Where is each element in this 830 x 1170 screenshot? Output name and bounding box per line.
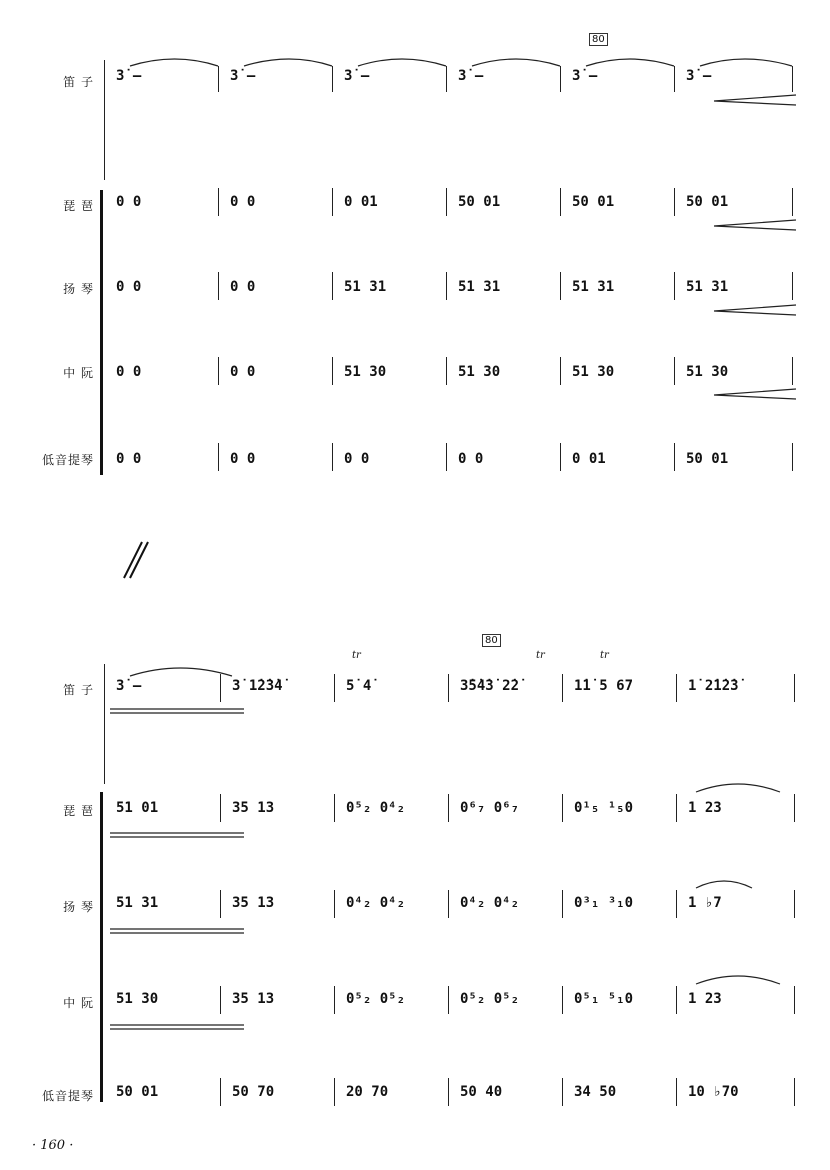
barline [792, 272, 793, 300]
measure: 50 70 [232, 1084, 275, 1100]
tie-icon [696, 976, 780, 984]
instrument-label: 琵 琶 [63, 804, 94, 818]
measure: 0 0 [116, 194, 142, 210]
barline [332, 188, 333, 216]
ensemble-bracket [100, 190, 103, 475]
barline [332, 357, 333, 385]
measure: 51 30 [572, 364, 615, 380]
barline [332, 443, 333, 471]
measure: 0¹₅ ¹₅0 [574, 800, 634, 816]
crescendo-icon [714, 305, 796, 315]
barline [676, 890, 677, 918]
measure: 0 0 [230, 194, 256, 210]
instrument-label: 中 阮 [63, 366, 94, 380]
tie-icon [696, 881, 752, 888]
measure: 0 0 [230, 364, 256, 380]
measure: 0⁵₂ 0⁵₂ [460, 991, 520, 1007]
measure: 35 13 [232, 991, 275, 1007]
measure: 10 ♭70 [688, 1084, 739, 1100]
barline [794, 890, 795, 918]
barline [676, 1078, 677, 1106]
measure: 3̇ – [572, 68, 598, 84]
measure: 0 0 [230, 279, 256, 295]
barline [676, 986, 677, 1014]
barline [334, 1078, 335, 1106]
measure: 1̇1̇ 5 67 [574, 678, 634, 694]
barline [448, 794, 449, 822]
barline [334, 986, 335, 1014]
measure: 51 30 [686, 364, 729, 380]
measure: 3̇ – [686, 68, 712, 84]
trill-mark: tr [352, 650, 361, 661]
flute-brace [104, 60, 105, 180]
rehearsal-mark: 80 [589, 33, 608, 46]
measure: 51 30 [344, 364, 387, 380]
barline [332, 272, 333, 300]
tie-icon [696, 784, 780, 792]
barline [562, 1078, 563, 1106]
measure: 34 50 [574, 1084, 617, 1100]
barline [562, 794, 563, 822]
measure: 3̇5̇4̇3̇ 2̇2̇ [460, 678, 520, 694]
barline [794, 986, 795, 1014]
barline [674, 188, 675, 216]
barline [220, 890, 221, 918]
measure: 0⁴₂ 0⁴₂ [460, 895, 520, 911]
instrument-label: 低音提琴 [41, 453, 94, 467]
barline [332, 66, 333, 92]
instrument-label: 低音提琴 [41, 1089, 94, 1103]
instrument-label: 扬 琴 [63, 282, 94, 296]
barline [448, 674, 449, 702]
measure: 0³₁ ³₁0 [574, 895, 634, 911]
measure: 51 30 [116, 991, 159, 1007]
tie-icon [244, 59, 332, 66]
barline [220, 986, 221, 1014]
barline [446, 272, 447, 300]
barline [218, 66, 219, 92]
hairpin-icon [110, 929, 244, 933]
measure: 35 13 [232, 800, 275, 816]
barline [448, 986, 449, 1014]
measure: 51 31 [344, 279, 387, 295]
measure: 3̇ – [230, 68, 256, 84]
barline [676, 794, 677, 822]
measure: 3̇ – [458, 68, 484, 84]
barline [674, 272, 675, 300]
measure: 50 01 [686, 194, 729, 210]
barline [794, 794, 795, 822]
measure: 1 ♭7 [688, 895, 722, 911]
measure: 0 0 [116, 279, 142, 295]
measure: 35 13 [232, 895, 275, 911]
tie-icon [700, 59, 792, 66]
flute-brace [104, 664, 105, 784]
measure: 0⁵₁ ⁵₁0 [574, 991, 634, 1007]
barline [674, 66, 675, 92]
measure: 0⁵₂ 0⁵₂ [346, 991, 406, 1007]
measure: 0⁵₂ 0⁴₂ [346, 800, 406, 816]
tie-icon [586, 59, 674, 66]
measure: 50 01 [116, 1084, 159, 1100]
barline [792, 443, 793, 471]
measure: 0 0 [116, 451, 142, 467]
barline [792, 357, 793, 385]
measure: 51 31 [458, 279, 501, 295]
measure: 0 0 [230, 451, 256, 467]
tie-icon [130, 668, 232, 676]
barline [562, 890, 563, 918]
measure: 0 0 [116, 364, 142, 380]
barline [560, 66, 561, 92]
measure: 51 31 [686, 279, 729, 295]
barline [676, 674, 677, 702]
measure: 0⁶₇ 0⁶₇ [460, 800, 520, 816]
barline [792, 188, 793, 216]
page-number: · 160 · [32, 1138, 74, 1153]
barline [562, 674, 563, 702]
crescendo-icon [714, 95, 796, 105]
measure: 3̇ – [344, 68, 370, 84]
barline [792, 66, 793, 92]
measure: 1̇ 2̇1̇2̇3̇ [688, 678, 739, 694]
barline [218, 357, 219, 385]
measure: 0 0 [344, 451, 370, 467]
instrument-label: 琵 琶 [63, 199, 94, 213]
tie-icon [130, 59, 218, 66]
measure: 5̇ 4̇ [346, 678, 372, 694]
system-separator-icon [114, 540, 150, 580]
barline [560, 443, 561, 471]
hairpin-icon [110, 709, 244, 713]
trill-mark: tr [536, 650, 545, 661]
instrument-label: 笛 子 [63, 75, 94, 89]
measure: 51 31 [116, 895, 159, 911]
measure: 50 01 [458, 194, 501, 210]
measure: 1 23 [688, 991, 722, 1007]
barline [562, 986, 563, 1014]
barline [446, 357, 447, 385]
barline [220, 674, 221, 702]
barline [334, 674, 335, 702]
tie-icon [472, 59, 560, 66]
barline [674, 443, 675, 471]
crescendo-icon [714, 220, 796, 230]
measure: 3̇ – [116, 678, 142, 694]
measure: 0 0 [458, 451, 484, 467]
measure: 50 01 [572, 194, 615, 210]
barline [674, 357, 675, 385]
barline [446, 66, 447, 92]
instrument-label: 扬 琴 [63, 900, 94, 914]
measure: 0 01 [572, 451, 606, 467]
barline [448, 1078, 449, 1106]
barline [218, 443, 219, 471]
measure: 1 23 [688, 800, 722, 816]
hairpin-icon [110, 1025, 244, 1029]
measure: 0 01 [344, 194, 378, 210]
measure: 51 31 [572, 279, 615, 295]
barline [794, 674, 795, 702]
measure: 20 70 [346, 1084, 389, 1100]
measure: 0⁴₂ 0⁴₂ [346, 895, 406, 911]
crescendo-icon [714, 389, 796, 399]
measure: 51 30 [458, 364, 501, 380]
barline [218, 188, 219, 216]
barline [220, 794, 221, 822]
barline [334, 794, 335, 822]
instrument-label: 中 阮 [63, 996, 94, 1010]
barline [560, 272, 561, 300]
hairpin-icon [110, 833, 244, 837]
ensemble-bracket [100, 792, 103, 1102]
barline [794, 1078, 795, 1106]
barline [446, 188, 447, 216]
barline [560, 357, 561, 385]
trill-mark: tr [600, 650, 609, 661]
barline [220, 1078, 221, 1106]
barline [448, 890, 449, 918]
measure: 50 40 [460, 1084, 503, 1100]
barline [560, 188, 561, 216]
measure: 51 01 [116, 800, 159, 816]
tie-icon [358, 59, 446, 66]
barline [446, 443, 447, 471]
barline [218, 272, 219, 300]
measure: 3̇ – [116, 68, 142, 84]
rehearsal-mark: 80 [482, 634, 501, 647]
instrument-label: 笛 子 [63, 683, 94, 697]
measure: 3̇ 1̇2̇3̇4̇ [232, 678, 283, 694]
measure: 50 01 [686, 451, 729, 467]
barline [334, 890, 335, 918]
